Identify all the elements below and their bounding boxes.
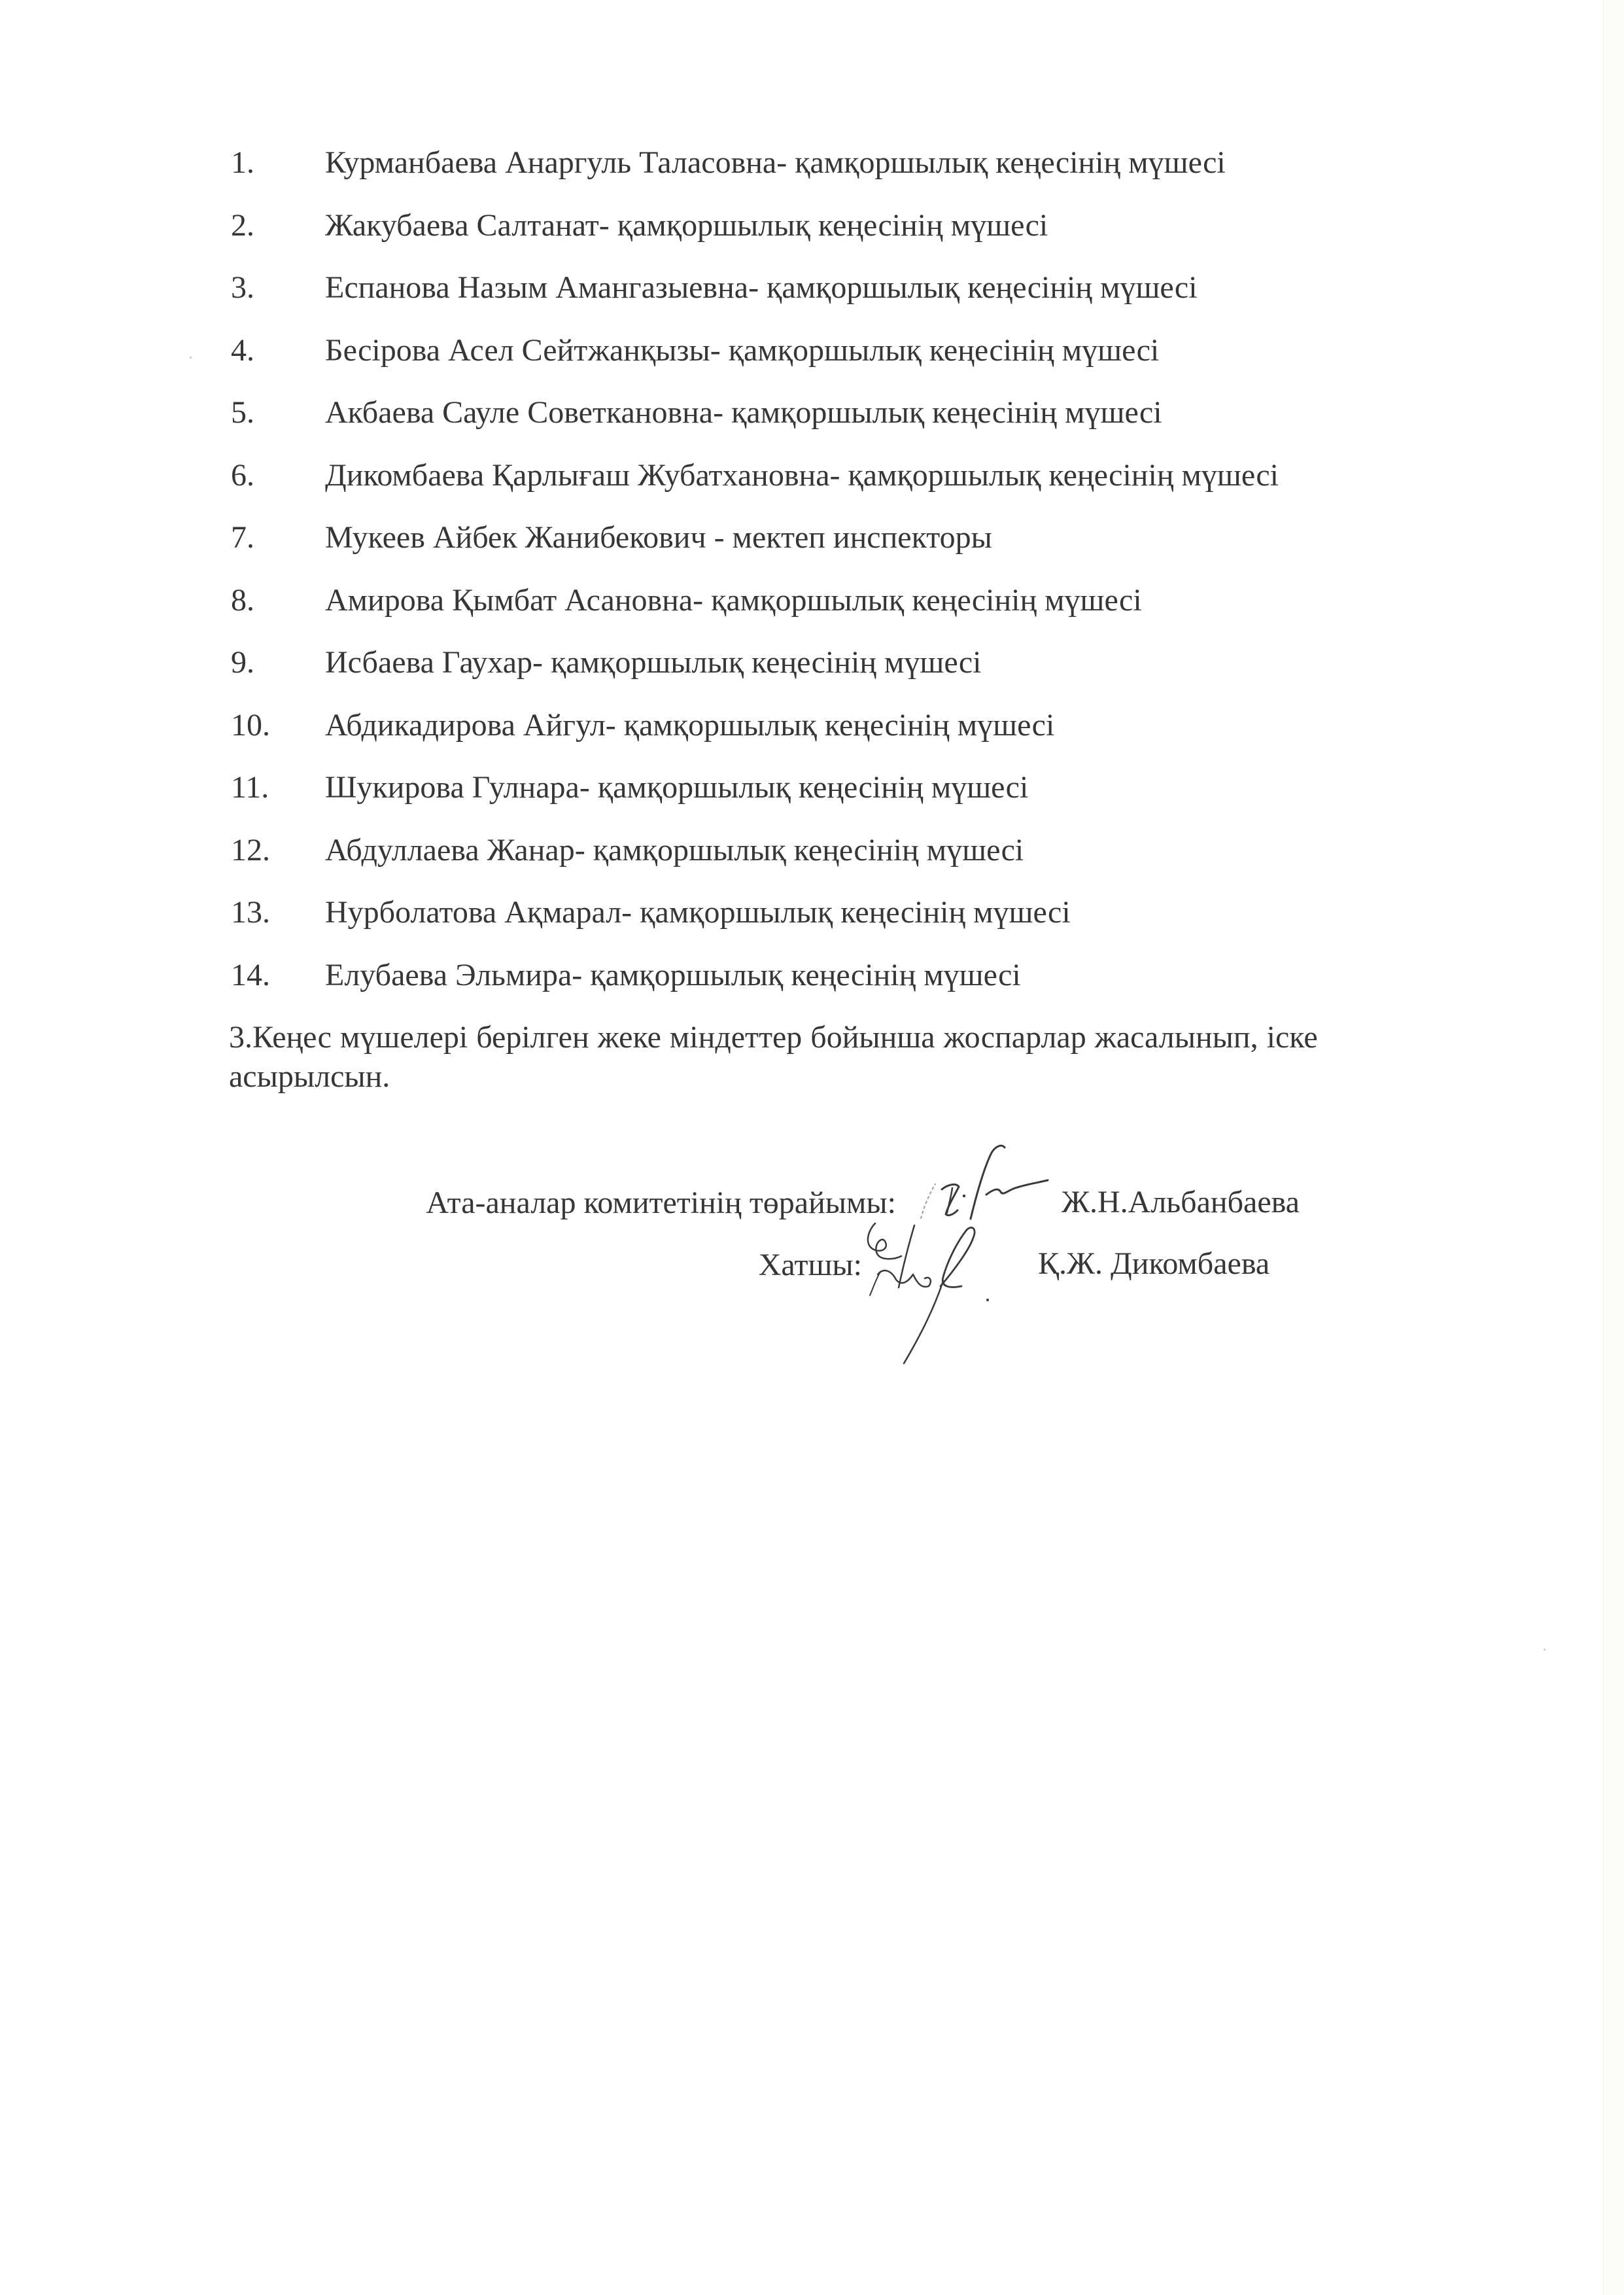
list-item — [0, 269, 1570, 307]
chair-signature — [921, 1146, 1048, 1219]
list-item — [0, 644, 1570, 682]
item-number: 3. — [231, 270, 254, 305]
list-item — [0, 894, 1570, 932]
secretary-title: Хатшы: — [758, 1248, 862, 1282]
item-number: 4. — [231, 332, 254, 368]
item-number: 7. — [231, 520, 254, 555]
list-item — [0, 956, 1570, 994]
item-number: 10. — [231, 707, 270, 743]
item-text: Бесірова Асел Сейтжанқызы- қамқоршылық кеңесінің мүшесі — [325, 332, 1160, 368]
item-text: Жакубаева Салтанат- қамқоршылық кеңесінің мүшесі — [325, 207, 1048, 243]
item-text: Еспанова Назым Амангазыевна- қамқоршылық кеңесінің мүшесі — [325, 270, 1198, 305]
item-number: 14. — [231, 957, 270, 992]
list-item — [0, 332, 1570, 370]
item-text: Акбаева Сауле Советкановна- қамқоршылық кеңесінің мүшесі — [325, 395, 1162, 430]
item-number: 12. — [231, 832, 270, 867]
item-text: Абдуллаева Жанар- қамқоршылық кеңесінің мүшесі — [325, 832, 1024, 867]
secretary-signature — [868, 1223, 989, 1363]
list-item — [0, 832, 1570, 869]
item-text: Исбаева Гаухар- қамқоршылық кеңесінің мүшесі — [325, 645, 982, 680]
list-item — [0, 519, 1570, 557]
resolution-line-1: 3.Кеңес мүшелері берілген жеке міндеттер бойынша жоспарлар жасалынып, іске — [229, 1020, 1318, 1055]
chair-title: Ата-аналар комитетінің төрайымы: — [426, 1185, 896, 1220]
item-number: 5. — [231, 395, 254, 430]
list-item — [0, 207, 1570, 245]
list-item — [0, 769, 1570, 807]
chair-name: Ж.Н.Альбанбаева — [1062, 1185, 1300, 1219]
list-item — [0, 582, 1570, 620]
secretary-name: Қ.Ж. Дикомбаева — [1038, 1246, 1270, 1281]
item-text: Елубаева Эльмира- қамқоршылық кеңесінің мүшесі — [325, 957, 1021, 992]
item-text: Нурболатова Ақмарал- қамқоршылық кеңесінің мүшесі — [325, 895, 1071, 930]
list-item — [0, 144, 1570, 182]
scan-speck — [1544, 1649, 1546, 1651]
item-number: 9. — [231, 645, 254, 680]
handwritten-signatures — [844, 1132, 1066, 1374]
item-number: 8. — [231, 582, 254, 618]
item-text: Амирова Қымбат Асановна- қамқоршылық кеңесінің мүшесі — [325, 582, 1142, 618]
item-text: Шукирова Гулнара- қамқоршылық кеңесінің мүшесі — [325, 770, 1029, 805]
item-number: 2. — [231, 207, 254, 243]
list-item — [0, 707, 1570, 745]
list-item — [0, 394, 1570, 432]
item-text: Мукеев Айбек Жанибекович - мектеп инспекторы — [325, 520, 992, 555]
list-item — [0, 457, 1570, 495]
item-number: 11. — [231, 770, 269, 805]
item-text: Дикомбаева Қарлығаш Жубатхановна- қамқоршылық кеңесінің мүшесі — [325, 457, 1279, 493]
item-number: 6. — [231, 457, 254, 493]
item-text: Курманбаева Анаргуль Таласовна- қамқоршылық кеңесінің мүшесі — [325, 145, 1226, 180]
scan-speck — [190, 357, 192, 359]
item-number: 13. — [231, 895, 270, 930]
item-number: 1. — [231, 145, 254, 180]
item-text: Абдикадирова Айгул- қамқоршылық кеңесінің мүшесі — [325, 707, 1055, 743]
resolution-line-2: асырылсын. — [229, 1059, 390, 1094]
